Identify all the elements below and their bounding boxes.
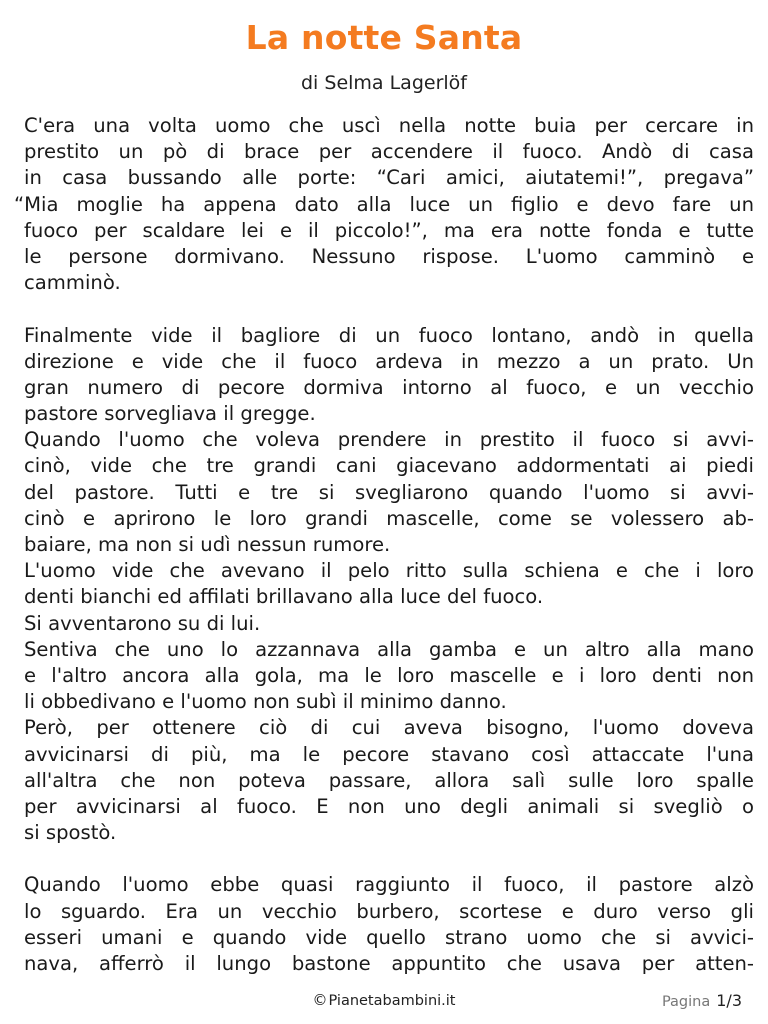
text-line: li obbedivano e l'uomo non subì il minimo danno. [24,690,507,714]
text-line: cinò, vide che tre grandi cani giacevano addormentati ai piedi [24,454,754,478]
text-line: Si avventarono su di lui. [24,611,261,635]
page-title: La notte Santa [245,18,523,57]
text-line: esseri umani e quando vide quello strano uomo che si avvici- [24,925,754,949]
text-line: camminò. [24,271,121,295]
text-line: all'altra che non poteva passare, allora salì sulle loro spalle [24,768,754,792]
paragraph-gap [24,296,754,322]
text-line: Finalmente vide il bagliore di un fuoco lontano, andò in quella [24,323,754,347]
text-line: prestito un pò di brace per accendere il fuoco. Andò di casa [24,140,754,164]
text-line: denti bianchi ed affilati brillavano alla luce del fuoco. [24,585,544,609]
author-line: di Selma Lagerlöf [301,72,467,94]
text-line: Quando l'uomo ebbe quasi raggiunto il fuoco, il pastore alzò [24,873,754,897]
text-line: C'era una volta uomo che uscì nella notte buia per cercare in [24,114,754,137]
page-label: Pagina [661,994,711,1010]
text-line: baiare, ma non si udì nessun rumore. [24,533,391,556]
text-line: gran numero di pecore dormiva intorno al fuoco, e un vecchio [24,375,754,399]
paragraph-gap [24,846,754,872]
site-name: Pianetabambini.it [328,993,456,1009]
text-line: “Mia moglie ha appena dato alla luce un figlio e devo fare un [14,192,754,216]
text-line: lo sguardo. Era un vecchio burbero, scortese e duro verso gli [24,899,754,923]
text-line: del pastore. Tutti e tre si svegliarono quando l'uomo si avvi- [24,480,754,504]
text-line: e l'altro ancora alla gola, ma le loro mascelle e i loro denti non [24,663,754,687]
text-line: direzione e vide che il fuoco ardeva in mezzo a un prato. Un [24,349,754,373]
footer-site [0,991,768,1009]
page-number: 1/3 [716,991,742,1010]
text-line: cinò e aprirono le loro grandi mascelle, come se volessero ab- [24,506,754,530]
text-line: per avvicinarsi al fuoco. E non uno degli animali si svegliò o [24,794,754,818]
text-line: si spostò. [24,821,117,845]
text-line: avvicinarsi di più, ma le pecore stavano così attaccate l'una [24,742,754,766]
text-line: le persone dormivano. Nessuno rispose. L'uomo camminò e [24,244,754,268]
text-line: nava, afferrò il lungo bastone appuntito che usava per atten- [24,952,754,975]
text-line: Quando l'uomo che voleva prendere in prestito il fuoco si avvi- [24,428,754,452]
text-line: Sentiva che uno lo azzannava alla gamba e un altro alla mano [24,637,754,661]
text-line: L'uomo vide che avevano il pelo ritto sulla schiena e che i loro [24,559,754,583]
copyright-icon: © [312,991,328,1009]
text-line: in casa bussando alle porte: “Cari amici, aiutatemi!”, pregava” [24,166,754,190]
story-text [14,113,754,977]
text-line: Però, per ottenere ciò di cui aveva bisogno, l'uomo doveva [24,716,754,740]
text-line: fuoco per scaldare lei e il piccolo!”, ma era notte fonda e tutte [24,218,754,242]
text-line: pastore sorvegliava il gregge. [24,402,316,426]
page-indicator [662,991,742,1010]
